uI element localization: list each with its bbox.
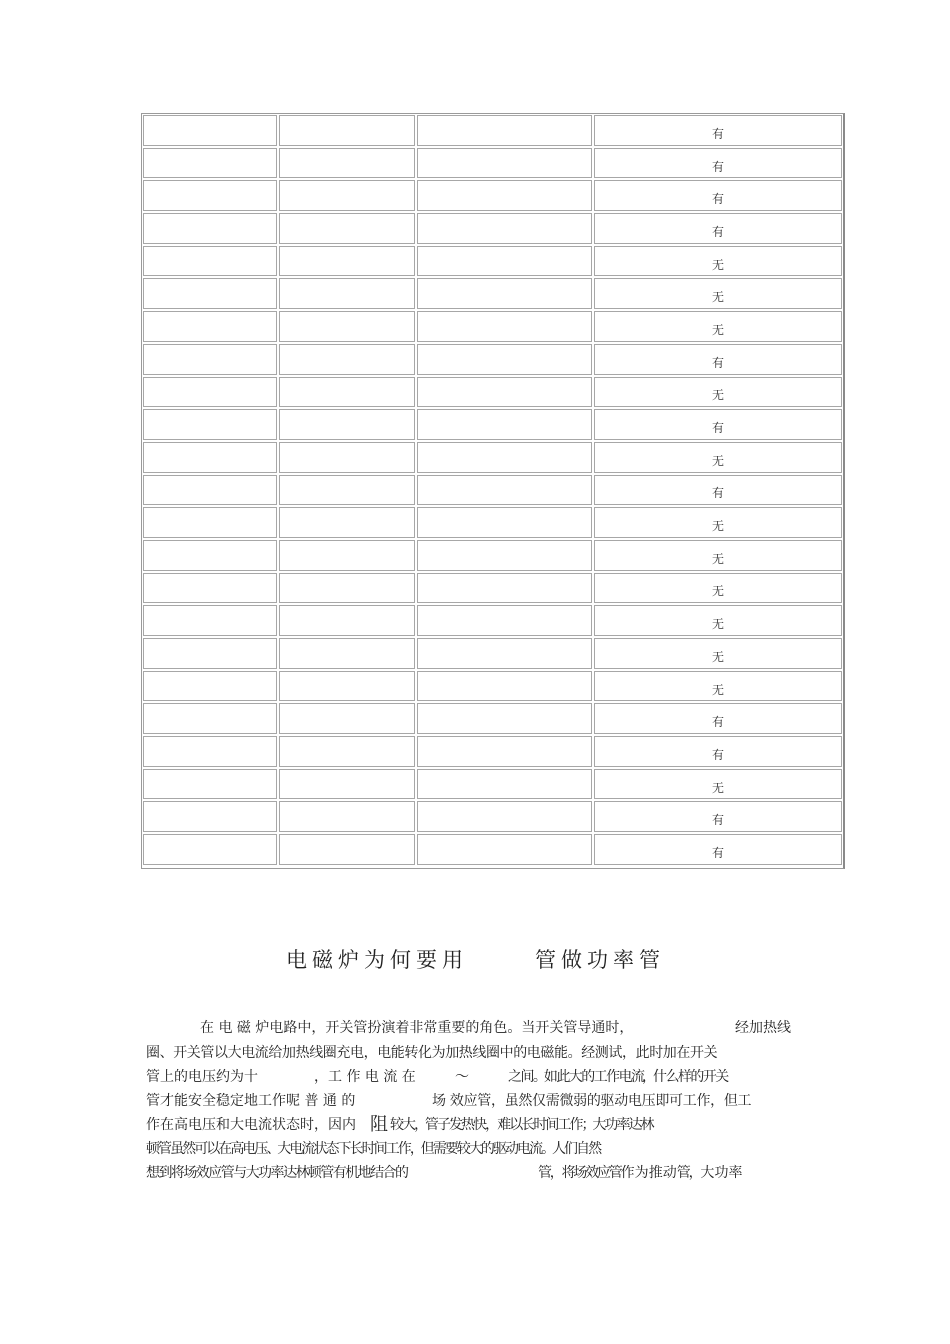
table-row — [142, 637, 843, 670]
table-row — [142, 474, 843, 507]
table-row — [142, 604, 843, 637]
table-cell-empty — [417, 115, 592, 146]
paragraph-line-5a: 作在高电压和大电流状态时，因内 — [146, 1117, 356, 1133]
table-cell-empty — [279, 278, 415, 309]
table-cell-empty — [143, 605, 277, 636]
table-row — [142, 833, 843, 866]
table-row — [142, 702, 843, 735]
table-cell-empty — [143, 834, 277, 865]
table-cell-value: 无 — [594, 540, 842, 571]
table-cell-empty — [417, 801, 592, 832]
paragraph-line-7a: 想 到 将 场 效 应 管 与 大 功 率 达 林 顿 管 有 机 地 结 合 的 — [146, 1165, 407, 1181]
table-row — [142, 277, 843, 310]
table-cell-empty — [417, 246, 592, 277]
table-cell-empty — [417, 736, 592, 767]
table-cell-empty — [279, 409, 415, 440]
table-cell-empty — [143, 475, 277, 506]
table-cell-value: 有 — [594, 148, 842, 179]
paragraph-line-3a: 管上的电压约为十 — [146, 1069, 258, 1085]
table-cell-value: 有 — [594, 409, 842, 440]
table-cell-value: 有 — [594, 703, 842, 734]
table-row — [142, 179, 843, 212]
table-cell-value: 有 — [594, 213, 842, 244]
table-cell-value: 无 — [594, 638, 842, 669]
table-cell-value: 有 — [594, 115, 842, 146]
table-cell-empty — [143, 442, 277, 473]
paragraph-line-2: 圈、开关管以大电流给加热线圈充电，电能转化为加热线圈中的电磁能。经测试，此时加在开关 — [146, 1045, 718, 1061]
table-cell-empty — [143, 638, 277, 669]
table-cell-empty — [143, 311, 277, 342]
table-row — [142, 800, 843, 833]
table-cell-empty — [143, 801, 277, 832]
table-cell-value: 无 — [594, 605, 842, 636]
table-cell-empty — [279, 605, 415, 636]
table-cell-value: 无 — [594, 377, 842, 408]
table-row — [142, 735, 843, 768]
table-cell-empty — [143, 409, 277, 440]
table-cell-empty — [417, 278, 592, 309]
table-cell-value: 有 — [594, 475, 842, 506]
table-cell-empty — [279, 180, 415, 211]
table-cell-empty — [143, 736, 277, 767]
table-row — [142, 572, 843, 605]
table-cell-empty — [417, 311, 592, 342]
section-heading-part2: 管做功率管 — [535, 948, 665, 972]
table-cell-empty — [417, 671, 592, 702]
paragraph-line-3d: 之 间 。如 此 大 的 工 作 电 流，什 么 样 的 开 关 — [508, 1069, 727, 1085]
table-cell-empty — [279, 442, 415, 473]
table-cell-empty — [279, 475, 415, 506]
table-cell-empty — [279, 638, 415, 669]
table-cell-empty — [417, 507, 592, 538]
table-cell-value: 有 — [594, 180, 842, 211]
table-cell-value: 无 — [594, 769, 842, 800]
table-row — [142, 343, 843, 376]
table-cell-empty — [143, 213, 277, 244]
data-table — [141, 113, 845, 869]
table-cell-empty — [417, 377, 592, 408]
paragraph-line-6: 顿 管 虽 然 可 以 在 高 电 压 、大 电 流 状 态 下 长 时 间 工 作 ，但 需 要 较 大 的 驱 动 电 流 。人 们 自 然 — [146, 1141, 599, 1157]
table-cell-empty — [143, 671, 277, 702]
paragraph-line-3b: ，工 作 电 流 在 — [314, 1069, 416, 1085]
table-row — [142, 506, 843, 539]
table-cell-empty — [417, 213, 592, 244]
table-cell-empty — [143, 507, 277, 538]
table-cell-empty — [417, 148, 592, 179]
table-cell-value: 无 — [594, 507, 842, 538]
table-cell-empty — [279, 573, 415, 604]
section-heading-part1: 电磁炉为何要用 — [286, 948, 468, 972]
table-cell-empty — [279, 115, 415, 146]
table-cell-value: 无 — [594, 671, 842, 702]
table-cell-empty — [279, 671, 415, 702]
table-cell-empty — [417, 180, 592, 211]
table-row — [142, 768, 843, 801]
table-row — [142, 376, 843, 409]
table-cell-empty — [279, 377, 415, 408]
table-cell-empty — [417, 475, 592, 506]
paragraph-line-3c: ～ — [455, 1069, 469, 1085]
table-cell-empty — [417, 703, 592, 734]
paragraph-line-1b: 经加热线 — [735, 1020, 791, 1036]
table-row — [142, 212, 843, 245]
table-cell-value: 无 — [594, 278, 842, 309]
table-cell-empty — [417, 769, 592, 800]
table-row — [142, 670, 843, 703]
table-cell-empty — [279, 736, 415, 767]
table-row — [142, 539, 843, 572]
table-cell-empty — [417, 834, 592, 865]
paragraph-line-5b: 阻 — [370, 1114, 388, 1135]
table-cell-empty — [417, 605, 592, 636]
table-cell-empty — [143, 180, 277, 211]
table-cell-empty — [279, 540, 415, 571]
table-cell-empty — [279, 213, 415, 244]
table-cell-empty — [143, 344, 277, 375]
table-cell-empty — [143, 573, 277, 604]
table-cell-value: 无 — [594, 573, 842, 604]
table-cell-empty — [279, 246, 415, 277]
table-row — [142, 408, 843, 441]
table-cell-empty — [143, 377, 277, 408]
table-cell-empty — [143, 278, 277, 309]
table-cell-empty — [279, 344, 415, 375]
paragraph-line-4b: 场 效应管，虽然仅需微弱的驱动电压即可工作，但工 — [432, 1093, 752, 1109]
table-cell-empty — [143, 703, 277, 734]
table-cell-empty — [417, 573, 592, 604]
table-cell-empty — [279, 801, 415, 832]
table-cell-empty — [279, 834, 415, 865]
table-cell-empty — [279, 769, 415, 800]
paragraph-line-7b: 管，将场效应管作 为 推 动 管，大 功 率 — [538, 1165, 741, 1181]
paragraph-line-1a: 在 电 磁 炉电路中，开关管扮演着非常重要的角色。当开关管导通时， — [200, 1020, 634, 1036]
table-cell-value: 有 — [594, 801, 842, 832]
table-row — [142, 147, 843, 180]
table-cell-empty — [279, 311, 415, 342]
table-cell-empty — [279, 507, 415, 538]
table-cell-empty — [417, 638, 592, 669]
table-cell-empty — [143, 246, 277, 277]
table-row — [142, 441, 843, 474]
paragraph-line-4a: 管才能安全稳定地工作呢 普 通 的 — [146, 1093, 356, 1109]
table-cell-value: 有 — [594, 736, 842, 767]
table-cell-empty — [143, 769, 277, 800]
table-cell-empty — [417, 442, 592, 473]
table-cell-value: 无 — [594, 246, 842, 277]
table-row — [142, 310, 843, 343]
table-cell-empty — [279, 703, 415, 734]
table-cell-value: 无 — [594, 311, 842, 342]
table-cell-empty — [143, 148, 277, 179]
table-cell-empty — [417, 409, 592, 440]
table-row — [142, 114, 843, 147]
table-cell-empty — [143, 115, 277, 146]
table-cell-empty — [417, 540, 592, 571]
table-cell-value: 无 — [594, 442, 842, 473]
table-cell-empty — [417, 344, 592, 375]
paragraph-line-5c: 较 大 ，管 子 发 热 快 ， 难 以 长 时 间 工 作 ；大 功 率 达 林 — [390, 1117, 652, 1133]
table-row — [142, 245, 843, 278]
table-cell-empty — [143, 540, 277, 571]
table-cell-empty — [279, 148, 415, 179]
table-cell-value: 有 — [594, 344, 842, 375]
table-cell-value: 有 — [594, 834, 842, 865]
